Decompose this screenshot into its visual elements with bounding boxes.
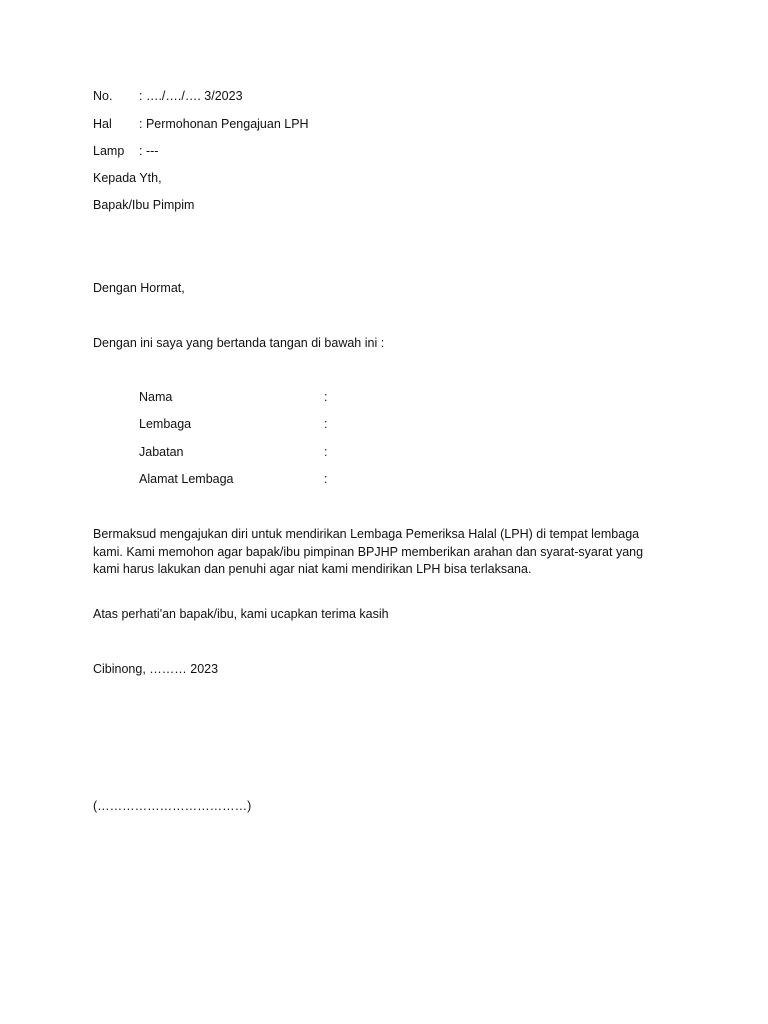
- field-label-lembaga: Lembaga: [139, 417, 192, 431]
- recipient-line-2: Bapak/Ibu Pimpim: [93, 198, 195, 212]
- body-line-3: kami harus lakukan dan penuhi agar niat kami mendirikan LPH bisa terlaksana.: [93, 562, 532, 576]
- body-line-1: Bermaksud mengajukan diri untuk mendirikan Lembaga Pemeriksa Halal (LPH) di tempat lembaga: [93, 527, 640, 541]
- greeting: Dengan Hormat,: [93, 281, 185, 295]
- field-label-alamat-lembaga: Alamat Lembaga: [139, 472, 234, 486]
- field-colon-jabatan: :: [324, 445, 328, 459]
- recipient-line-1: Kepada Yth,: [93, 171, 162, 185]
- intro-text: Dengan ini saya yang bertanda tangan di bawah ini :: [93, 336, 385, 350]
- hal-label: Hal: [93, 117, 112, 131]
- signature-line: (………………………………): [93, 799, 252, 813]
- field-colon-nama: :: [324, 390, 328, 404]
- no-label: No.: [93, 89, 113, 103]
- lamp-value: : ---: [139, 144, 159, 158]
- field-colon-alamat-lembaga: :: [324, 472, 328, 486]
- field-colon-lembaga: :: [324, 417, 328, 431]
- place-date: Cibinong, ……… 2023: [93, 662, 219, 676]
- field-label-jabatan: Jabatan: [139, 445, 184, 459]
- lamp-label: Lamp: [93, 144, 125, 158]
- hal-value: : Permohonan Pengajuan LPH: [139, 117, 309, 131]
- body-line-2: kami. Kami memohon agar bapak/ibu pimpinan BPJHP memberikan arahan dan syarat-syarat yang: [93, 545, 644, 559]
- no-value: : …./…./…. 3/2023: [139, 89, 243, 103]
- field-label-nama: Nama: [139, 390, 173, 404]
- closing-text: Atas perhati'an bapak/ibu, kami ucapkan terima kasih: [93, 607, 389, 621]
